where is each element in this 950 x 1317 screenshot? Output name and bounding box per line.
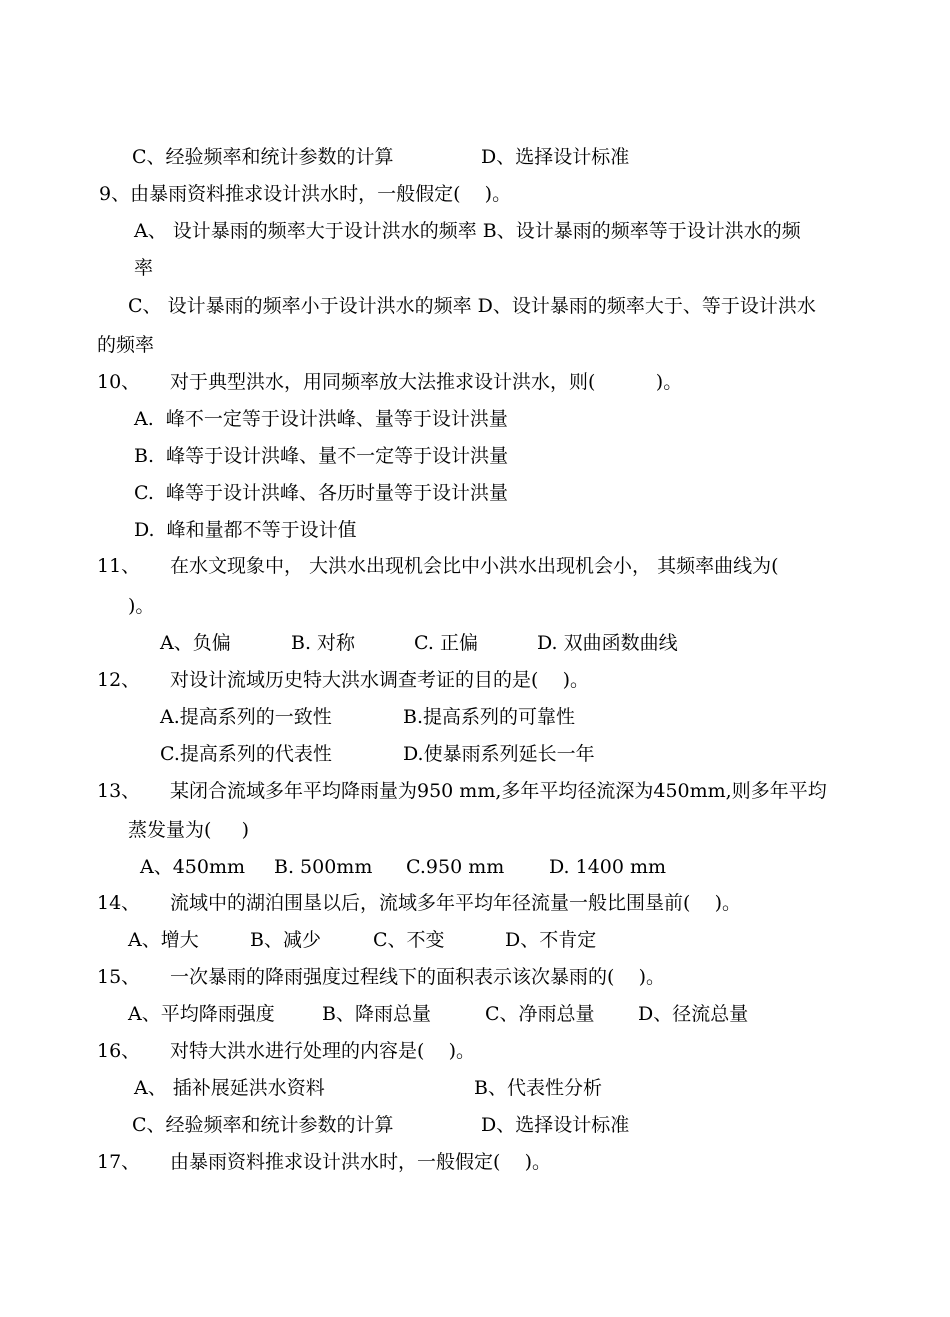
question-text: 对特大洪水进行处理的内容是( )。 [170, 1040, 475, 1062]
question-text-wrap: )。 [128, 595, 155, 617]
question-text: 由暴雨资料推求设计洪水时，一般假定( )。 [170, 1151, 551, 1173]
option-d: D、径流总量 [638, 1003, 749, 1025]
option-b: B. 峰等于设计洪峰、量不一定等于设计洪量 [134, 445, 509, 467]
option-b: B. 对称 [291, 632, 356, 654]
option-c: C、经验频率和统计参数的计算 [132, 146, 394, 168]
option-b: B. 500mm [274, 856, 373, 878]
option-d: D、不肯定 [505, 929, 597, 951]
option-b: B、减少 [250, 929, 321, 951]
option-a: A.提高系列的一致性 [160, 706, 332, 728]
option-d: D、选择设计标准 [481, 1114, 630, 1136]
question-number: 15、 [97, 966, 141, 988]
question-text-wrap: 蒸发量为( ) [128, 819, 250, 841]
option-d: D. 1400 mm [549, 856, 667, 878]
option-c: C. 峰等于设计洪峰、各历时量等于设计洪量 [134, 482, 508, 504]
question-text: 某闭合流域多年平均降雨量为950 mm,多年平均径流深为450mm,则多年平均 [170, 780, 827, 802]
question-text: 流域中的湖泊围垦以后，流域多年平均年径流量一般比围垦前( )。 [170, 892, 741, 914]
option-a: A、平均降雨强度 [128, 1003, 275, 1025]
option-c: C.950 mm [406, 856, 505, 878]
option-c: C、经验频率和统计参数的计算 [132, 1114, 394, 1136]
option-c: C.提高系列的代表性 [160, 743, 332, 765]
option-a: A、 插补展延洪水资料 [134, 1077, 325, 1099]
option-b: B、代表性分析 [474, 1077, 602, 1099]
option-d: D. 峰和量都不等于设计值 [134, 519, 357, 541]
question-text: 一次暴雨的降雨强度过程线下的面积表示该次暴雨的( )。 [170, 966, 665, 988]
question-text: 对设计流域历史特大洪水调查考证的目的是( )。 [170, 669, 589, 691]
question-number: 13、 [97, 780, 141, 802]
option-a: A、负偏 [160, 632, 231, 654]
option-text: A、 设计暴雨的频率大于设计洪水的频率 B、设计暴雨的频率等于设计洪水的频 [134, 220, 801, 242]
question-number: 11、 [97, 555, 141, 577]
option-d: D. 双曲函数曲线 [537, 632, 678, 654]
option-c: C、不变 [373, 929, 445, 951]
option-d: D.使暴雨系列延长一年 [403, 743, 595, 765]
option-d: D、选择设计标准 [481, 146, 630, 168]
option-text-wrap: 率 [134, 257, 154, 279]
question-text: 在水文现象中， 大洪水出现机会比中小洪水出现机会小， 其频率曲线为( [170, 555, 779, 577]
option-a: A、增大 [128, 929, 199, 951]
option-a: A. 峰不一定等于设计洪峰、量等于设计洪量 [134, 408, 508, 430]
option-text: C、 设计暴雨的频率小于设计洪水的频率 D、设计暴雨的频率大于、等于设计洪水 [128, 295, 816, 317]
option-c: C. 正偏 [414, 632, 478, 654]
question-number: 16、 [97, 1040, 141, 1062]
question-text: 对于典型洪水，用同频率放大法推求设计洪水，则( )。 [170, 371, 683, 393]
option-b: B.提高系列的可靠性 [403, 706, 576, 728]
question-number: 14、 [97, 892, 141, 914]
option-text-wrap: 的频率 [97, 334, 155, 356]
option-a: A、450mm [140, 856, 246, 878]
option-b: B、降雨总量 [322, 1003, 431, 1025]
question-number: 10、 [97, 371, 141, 393]
question-number: 17、 [97, 1151, 141, 1173]
option-c: C、净雨总量 [485, 1003, 595, 1025]
question-text: 9、由暴雨资料推求设计洪水时，一般假定( )。 [99, 183, 512, 205]
question-number: 12、 [97, 669, 141, 691]
